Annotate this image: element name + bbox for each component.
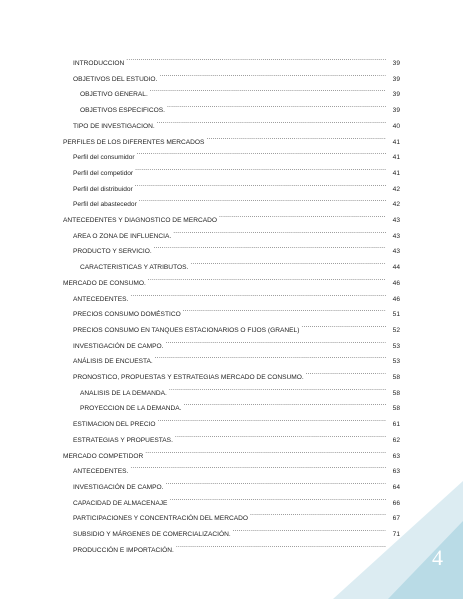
toc-entry-page: 46 [392, 295, 400, 303]
toc-entry-page: 63 [392, 452, 400, 460]
toc-leader-dots [145, 446, 386, 458]
toc-entry-title: INVESTIGACIÓN DE CAMPO. [73, 342, 164, 350]
toc-entry[interactable] [73, 226, 400, 238]
toc-entry-title: OBJETIVO GENERAL. [80, 91, 148, 99]
toc-entry-page: 43 [392, 248, 400, 256]
toc-entry[interactable] [73, 69, 400, 81]
toc-entry-page: 58 [392, 389, 400, 397]
toc-entry[interactable] [73, 414, 400, 429]
toc-entry[interactable] [80, 257, 400, 272]
toc-entry-title: OBJETIVOS DEL ESTUDIO. [73, 75, 158, 83]
toc-leader-dots [139, 194, 386, 206]
toc-leader-dots [137, 147, 386, 159]
toc-leader-dots [206, 132, 386, 144]
toc-entry-page: 44 [392, 264, 400, 272]
toc-entry-page: 53 [392, 358, 400, 366]
toc-entry-page: 63 [392, 468, 400, 476]
toc-leader-dots [167, 100, 386, 112]
toc-leader-dots [173, 226, 386, 238]
toc-entry-title: PARTICIPACIONES Y CONCENTRACIÓN DEL MERCADO [73, 515, 249, 523]
toc-leader-dots [130, 461, 386, 473]
toc-leader-dots [184, 398, 387, 410]
toc-entry[interactable] [73, 430, 400, 442]
toc-leader-dots [159, 69, 386, 81]
toc-leader-dots [155, 351, 386, 363]
toc-entry[interactable] [73, 179, 400, 191]
toc-entry-title: Perfil del distribuidor [73, 185, 133, 193]
toc-entry[interactable] [80, 383, 400, 395]
toc-entry-title: ANALISIS DE LA DEMANDA. [80, 389, 167, 397]
toc-entry-page: 41 [392, 138, 400, 146]
toc-entry-page: 46 [392, 279, 400, 287]
toc-entry-title: PRODUCTO Y SERVICIO. [73, 248, 152, 256]
toc-entry-page: 43 [392, 232, 400, 240]
toc-entry-page: 61 [392, 421, 400, 429]
toc-entry-page: 41 [392, 169, 400, 177]
toc-entry-title: PRECIOS CONSUMO EN TANQUES ESTACIONARIOS O FIJOS (GRANEL) [73, 326, 300, 334]
toc-entry[interactable] [73, 461, 400, 476]
toc-leader-dots [154, 241, 386, 253]
toc-entry-page: 40 [392, 122, 400, 130]
toc-entry-title: PRONOSTICO, PROPUESTAS Y ESTRATEGIAS MERCADO DE CONSUMO. [73, 374, 304, 381]
toc-entry-page: 51 [392, 311, 400, 319]
toc-entry-title: ANTECEDENTES. [73, 468, 129, 476]
toc-entry[interactable] [73, 351, 400, 366]
toc-entry-title: ANTECEDENTES Y DIAGNOSTICO DE MERCADO [63, 217, 217, 224]
toc-entry-title: PRODUCCIÓN E IMPORTACIÓN. [73, 546, 174, 554]
toc-entry-page: 58 [392, 405, 400, 413]
toc-leader-dots [158, 414, 386, 426]
toc-entry[interactable] [63, 446, 400, 458]
toc-leader-dots [135, 179, 386, 191]
toc-entry-title: Perfil del abastecedor [73, 201, 137, 209]
toc-entry[interactable] [63, 210, 400, 222]
toc-entry-title: TIPO DE INVESTIGACION. [73, 122, 155, 130]
toc-leader-dots [126, 53, 386, 65]
toc-entry[interactable] [73, 116, 400, 128]
toc-entry[interactable] [73, 320, 400, 332]
toc-leader-dots [306, 367, 386, 379]
toc-entry[interactable] [63, 273, 400, 285]
toc-leader-dots [175, 430, 386, 442]
page-corner-decoration [333, 481, 463, 599]
toc-entry-page: 42 [392, 201, 400, 209]
toc-entry-title: SUBSIDIO Y MÁRGENES DE COMERCIALIZACIÓN. [73, 531, 231, 538]
toc-leader-dots [130, 289, 386, 301]
toc-entry-title: Perfil del competidor [73, 169, 134, 177]
toc-entry-title: ANTECEDENTES. [73, 295, 129, 303]
toc-entry-title: PROYECCION DE LA DEMANDA. [80, 405, 182, 413]
toc-leader-dots [183, 304, 386, 316]
toc-entry-page: 53 [392, 342, 400, 350]
toc-entry-title: CARACTERISTICAS Y ATRIBUTOS. [80, 264, 189, 272]
toc-entry-page: 52 [392, 326, 400, 334]
toc-entry-title: ESTRATEGIAS Y PROPUESTAS. [73, 436, 173, 444]
toc-entry[interactable] [73, 53, 400, 65]
toc-leader-dots [190, 257, 386, 269]
toc-entry-page: 67 [392, 515, 400, 523]
toc-entry-page: 58 [392, 374, 400, 381]
toc-entry[interactable] [73, 289, 400, 301]
toc-leader-dots [169, 383, 386, 395]
toc-entry-title: Perfil del consumidor [73, 154, 135, 162]
toc-entry-title: INTRODUCCION [73, 60, 125, 67]
toc-leader-dots [166, 336, 387, 348]
page-number: 4 [432, 545, 443, 570]
toc-entry-title: ANÁLISIS DE ENCUESTA. [73, 358, 153, 366]
toc-entry-page: 43 [392, 217, 400, 224]
toc-leader-dots [301, 320, 386, 332]
toc-entry-page: 42 [392, 185, 400, 193]
toc-entry-page: 39 [392, 107, 400, 115]
toc-entry-title: ESTIMACION DEL PRECIO [73, 421, 156, 429]
toc-entry-page: 39 [392, 75, 400, 83]
toc-entry-page: 66 [392, 499, 400, 507]
toc-entry[interactable] [73, 163, 400, 175]
toc-leader-dots [148, 273, 386, 285]
toc-entry-title: CAPACIDAD DE ALMACENAJE [73, 499, 168, 507]
toc-entry-title: MERCADO COMPETIDOR [63, 452, 144, 460]
toc-entry[interactable] [73, 367, 400, 379]
toc-entry-title: MERCADO DE CONSUMO. [63, 279, 146, 287]
toc-entry-page: 71 [392, 531, 400, 538]
toc-entry-title: INVESTIGACIÓN DE CAMPO. [73, 483, 164, 491]
toc-entry-title: OBJETIVOS ESPECIFICOS. [80, 107, 166, 115]
toc-entry-title: PRECIOS CONSUMO DOMÉSTICO [73, 311, 181, 319]
toc-entry[interactable] [80, 84, 400, 99]
toc-entry[interactable] [73, 147, 400, 162]
toc-entry[interactable] [73, 241, 400, 256]
toc-entry-page: 41 [392, 154, 400, 162]
toc-entry[interactable] [73, 304, 400, 319]
toc-entry-title: AREA O ZONA DE INFLUENCIA. [73, 232, 172, 240]
toc-leader-dots [135, 163, 386, 175]
toc-entry[interactable] [80, 398, 400, 413]
toc-entry-page: 39 [392, 91, 400, 99]
toc-leader-dots [219, 210, 386, 222]
toc-entry-page: 62 [392, 436, 400, 444]
toc-entry-page: 64 [392, 483, 400, 491]
toc-leader-dots [150, 84, 386, 96]
toc-leader-dots [157, 116, 386, 128]
toc-entry-title: PERFILES DE LOS DIFERENTES MERCADOS [63, 138, 205, 146]
toc-entry[interactable] [80, 100, 400, 115]
toc-entry[interactable] [73, 336, 400, 348]
toc-entry-page: 39 [392, 60, 400, 67]
toc-entry[interactable] [63, 132, 400, 144]
toc-entry[interactable] [73, 194, 400, 209]
